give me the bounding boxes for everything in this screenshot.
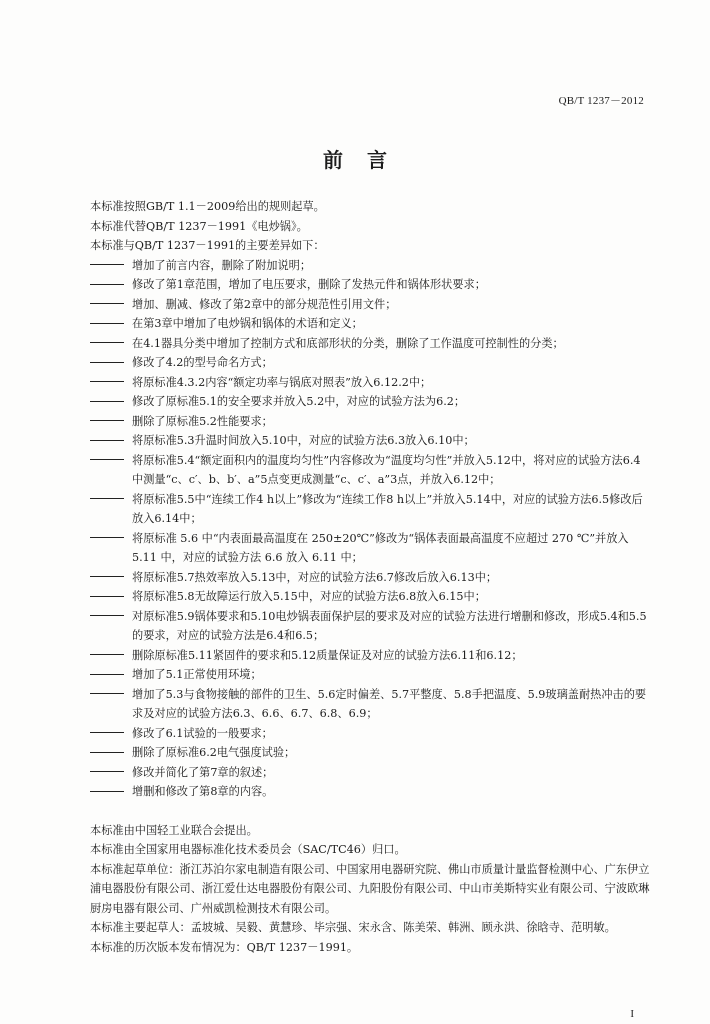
list-item: 修改并简化了第7章的叙述； [90,763,650,783]
spacer [90,802,650,821]
list-item: 修改了4.2的型号命名方式； [90,353,650,373]
list-item: 将原标准5.7热效率放入5.13中，对应的试验方法6.7修改后放入6.13中； [90,568,650,588]
closing-line: 本标准主要起草人：孟坡城、吴毅、黄慧珍、毕宗强、宋永含、陈美荣、韩洲、顾永洪、徐晗寺、范明敏。 [90,921,616,934]
list-item: 在4.1器具分类中增加了控制方式和底部形状的分类，删除了工作温度可控制性的分类； [90,334,650,354]
list-item: 增删和修改了第8章的内容。 [90,782,650,802]
list-item: 在第3章中增加了电炒锅和锅体的术语和定义； [90,314,650,334]
intro-line: 本标准与QB/T 1237－1991的主要差异如下： [90,239,325,252]
page-number: I [630,1008,634,1020]
list-item: 将原标准5.5中“连续工作4 h以上”修改为“连续工作8 h以上”并放入5.14中，对应的试验方法6.5修改后放入6.14中； [90,490,650,529]
closing-line: 本标准的历次版本发布情况为：QB/T 1237－1991。 [90,940,359,954]
closing-line: 本标准由中国轻工业联合会提出。 [90,823,258,837]
foreword-body [90,197,650,957]
list-item: 删除了原标准6.2电气强度试验； [90,743,650,763]
list-item: 增加了5.3与食物接触的部件的卫生、5.6定时偏差、5.7平整度、5.8手把温度、5.9玻璃盖耐热冲击的要求及对应的试验方法6.3、6.6、6.7、6.8、6.9； [90,685,650,724]
standard-code: QB/T 1237－2012 [558,95,644,107]
list-item: 将原标准5.4“额定面积内的温度均匀性”内容修改为“温度均匀性”并放入5.12中，将对应的试验方法6.4中测量“c、c′、b、b′、a”5点变更成测量“c、c′、a”3点，并放入6.12中； [90,451,650,490]
list-item: 修改了6.1试验的一般要求； [90,724,650,744]
list-item: 修改了第1章范围，增加了电压要求，删除了发热元件和锅体形状要求； [90,275,650,295]
closing-line: 本标准起草单位：浙江苏泊尔家电制造有限公司、中国家用电器研究院、佛山市质量计量监督检测中心、广东伊立浦电器股份有限公司、浙江爱仕达电器股份有限公司、九阳股份有限公司、中山市美斯特实业有限公司、宁波欧琳厨房电器有限公司、广州威凯检测技术有限公司。 [90,862,650,915]
list-item: 将原标准5.3升温时间放入5.10中，对应的试验方法6.3放入6.10中； [90,431,650,451]
list-item: 增加、删减、修改了第2章中的部分规范性引用文件； [90,295,650,315]
list-item: 将原标准5.8无故障运行放入5.15中，对应的试验方法6.8放入6.15中； [90,587,650,607]
intro-line: 本标准代替QB/T 1237－1991《电炒锅》。 [90,219,308,233]
intro-line: 本标准按照GB/T 1.1－2009给出的规则起草。 [90,200,325,213]
list-item: 将原标准 5.6 中“内表面最高温度在 250±20℃”修改为“锅体表面最高温度不应超过 270 ℃”并放入 5.11 中，对应的试验方法 6.6 放入 6.11 中； [90,529,650,568]
list-item: 增加了前言内容，删除了附加说明； [90,256,650,276]
list-item: 删除了原标准5.2性能要求； [90,412,650,432]
page-title: 前言 [323,148,411,172]
list-item: 对原标准5.9锅体要求和5.10电炒锅表面保护层的要求及对应的试验方法进行增删和修改，形成5.4和5.5的要求，对应的试验方法是6.4和6.5； [90,607,650,646]
list-item: 删除原标准5.11紧固件的要求和5.12质量保证及对应的试验方法6.11和6.12； [90,646,650,666]
list-item: 修改了原标准5.1的安全要求并放入5.2中，对应的试验方法为6.2； [90,392,650,412]
closing-line: 本标准由全国家用电器标准化技术委员会（SAC/TC46）归口。 [90,843,406,856]
list-item: 将原标准4.3.2内容“额定功率与锅底对照表”放入6.12.2中； [90,373,650,393]
list-item: 增加了5.1正常使用环境； [90,665,650,685]
